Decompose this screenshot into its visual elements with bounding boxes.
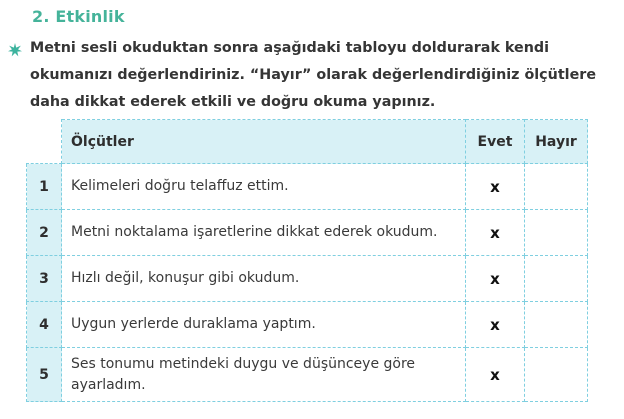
row-criterion: Ses tonumu metindeki duygu ve düşünceye göre ayarladım. <box>62 348 466 402</box>
header-criteria: Ölçütler <box>62 120 466 164</box>
row-yes-cell[interactable]: x <box>466 348 525 402</box>
table-row <box>27 164 588 210</box>
activity-instruction: Metni sesli okuduktan sonra aşağıdaki tabloyu doldurarak kendi okumanızı değerlendiriniz. “Hayır” olarak değerlendirdiğiniz ölçütlere daha dikkat ederek etkili ve doğru okuma yapınız. <box>30 40 597 110</box>
row-number: 2 <box>27 210 62 256</box>
row-no-cell[interactable] <box>525 164 588 210</box>
row-criterion: Metni noktalama işaretlerine dikkat ederek okudum. <box>62 210 466 256</box>
row-criterion: Uygun yerlerde duraklama yaptım. <box>62 302 466 348</box>
row-number: 4 <box>27 302 62 348</box>
table-row <box>27 210 588 256</box>
row-no-cell[interactable] <box>525 210 588 256</box>
star-burst-icon <box>8 43 22 57</box>
row-no-cell[interactable] <box>525 302 588 348</box>
row-no-cell[interactable] <box>525 256 588 302</box>
table-row <box>27 256 588 302</box>
row-yes-cell[interactable]: x <box>466 302 525 348</box>
table-row <box>27 348 588 402</box>
table-row <box>27 302 588 348</box>
evaluation-table <box>26 119 588 402</box>
table-header-row <box>27 120 588 164</box>
row-yes-cell[interactable]: x <box>466 210 525 256</box>
row-criterion: Kelimeleri doğru telaffuz ettim. <box>62 164 466 210</box>
row-criterion: Hızlı değil, konuşur gibi okudum. <box>62 256 466 302</box>
header-number-cell <box>27 120 62 164</box>
row-no-cell[interactable] <box>525 348 588 402</box>
row-number: 1 <box>27 164 62 210</box>
row-number: 5 <box>27 348 62 402</box>
activity-title: 2. Etkinlik <box>32 7 125 26</box>
row-number: 3 <box>27 256 62 302</box>
row-yes-cell[interactable]: x <box>466 164 525 210</box>
header-no: Hayır <box>525 120 588 164</box>
row-yes-cell[interactable]: x <box>466 256 525 302</box>
header-yes: Evet <box>466 120 525 164</box>
